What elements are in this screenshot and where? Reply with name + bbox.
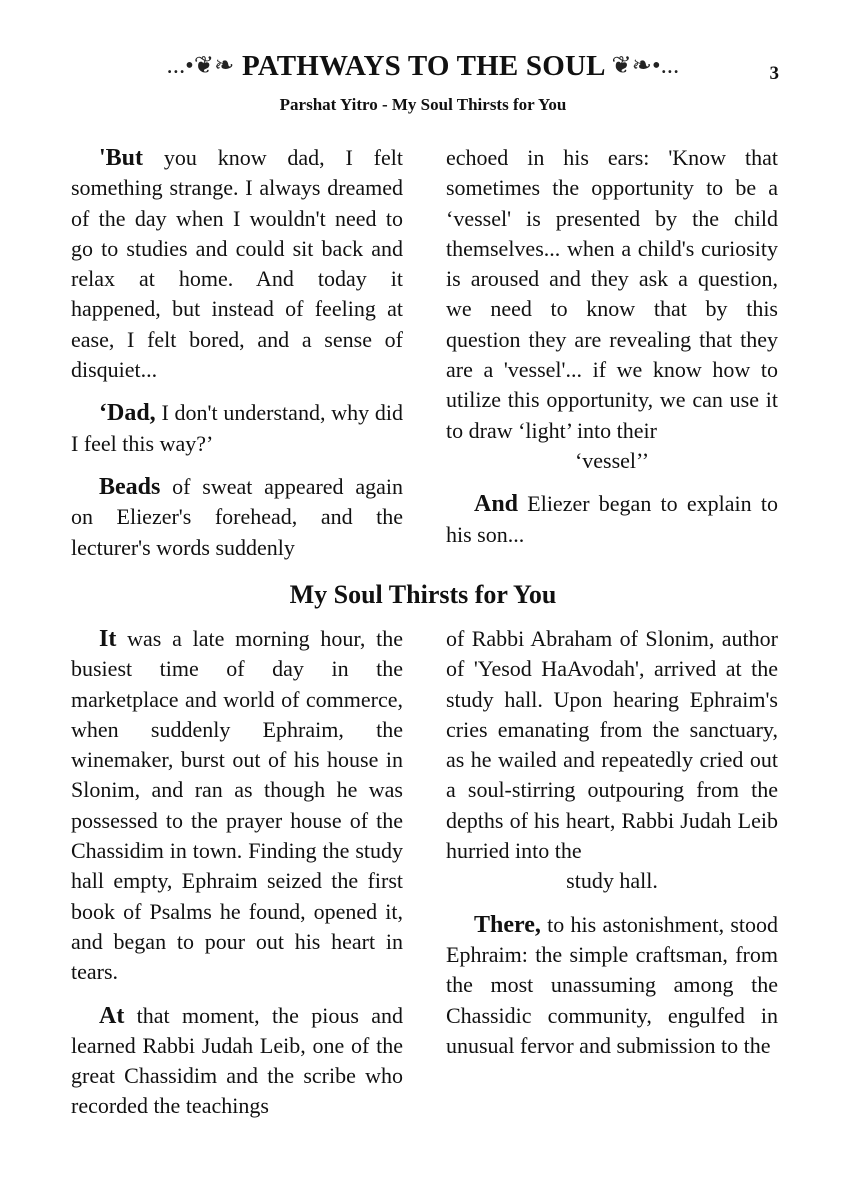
- running-title-text: PATHWAYS TO THE SOUL: [241, 50, 605, 82]
- paragraph-text: I don't understand, why did I feel this way?’: [71, 400, 403, 456]
- paragraph-lead-word: Beads: [99, 473, 161, 500]
- page-number: 3: [769, 63, 779, 84]
- paragraph-text: that moment, the pious and learned Rabbi Judah Leib, one of the great Chassidim and the scribe who recorded the teachings: [71, 1002, 403, 1119]
- paragraph-lead-word: It: [99, 626, 117, 652]
- paragraph: [446, 446, 778, 476]
- paragraph-text: you know dad, I felt something strange. I always dreamed of the day when I wouldn't need to go to studies and could sit back and relax at home. And today it happened, but instead of feeling at ease, I felt bored, and a sense of disquiet...: [71, 145, 403, 383]
- paragraph-text: Eliezer began to explain to his son...: [446, 491, 778, 547]
- left-flourish-icon: ...•❦❧: [166, 53, 235, 79]
- paragraph-text: echoed in his ears: 'Know that sometimes the opportunity to be a ‘vessel' is presented by the child themselves... when a child's curiosity is aroused and they ask a question, we need to know that by this question they are revealing that they are a 'vessel'... if we know how to utilize this opportunity, we can use it to draw ‘light’ into their: [446, 145, 778, 443]
- paragraph: [446, 143, 778, 446]
- paragraph: [71, 143, 403, 385]
- paragraph: [71, 398, 403, 459]
- paragraph-text: of Rabbi Abraham of Slonim, author of 'Yesod HaAvodah', arrived at the study hall. Upon hearing Ephraim's cries emanating from the sanctuary, as he wailed and repeatedly cried out a soul-stirring outpouring from the depths of his heart, Rabbi Judah Leib hurried into the: [446, 626, 778, 864]
- paragraph-text: study hall.: [566, 868, 658, 894]
- paragraph-text: ‘vessel’’: [574, 447, 650, 473]
- paragraph-lead-word: And: [474, 491, 519, 518]
- column-top-right: [446, 143, 778, 550]
- paragraph: [71, 624, 403, 988]
- paragraph-lead-word: At: [99, 1002, 125, 1029]
- paragraph: [71, 472, 403, 563]
- page-header: [0, 50, 846, 90]
- paragraph-lead-word: There,: [474, 911, 541, 938]
- paragraph: [446, 910, 778, 1061]
- paragraph-text: to his astonishment, stood Ephraim: the simple craftsman, from the most unassuming among the Chassidic community, engulfed in unusual fervor and submission to the: [446, 911, 778, 1058]
- paragraph-text: of sweat appeared again on Eliezer's forehead, and the lecturer's words suddenly: [71, 473, 403, 560]
- page-subtitle: Parshat Yitro - My Soul Thirsts for You: [279, 95, 567, 114]
- column-bottom-right: [446, 624, 778, 1061]
- paragraph: [446, 489, 778, 550]
- paragraph: [446, 624, 778, 866]
- paragraph-lead-word: ‘Dad,: [99, 400, 156, 427]
- column-top-left: [71, 143, 403, 563]
- section-heading: My Soul Thirsts for You: [289, 580, 557, 609]
- paragraph-lead-word: 'But: [99, 145, 144, 171]
- right-flourish-icon: ❦❧•...: [611, 53, 680, 79]
- running-title: [0, 50, 846, 83]
- paragraph: [71, 1001, 403, 1122]
- paragraph: [446, 866, 778, 896]
- column-bottom-left: [71, 624, 403, 1122]
- paragraph-text: was a late morning hour, the busiest time of day in the marketplace and world of commerce, when suddenly Ephraim, the winemaker, burst out of his house in Slonim, and ran as though he was possessed to the prayer house of the Chassidim in town. Finding the study hall empty, Ephraim seized the first book of Psalms he found, opened it, and began to pour out his heart in tears.: [71, 626, 403, 985]
